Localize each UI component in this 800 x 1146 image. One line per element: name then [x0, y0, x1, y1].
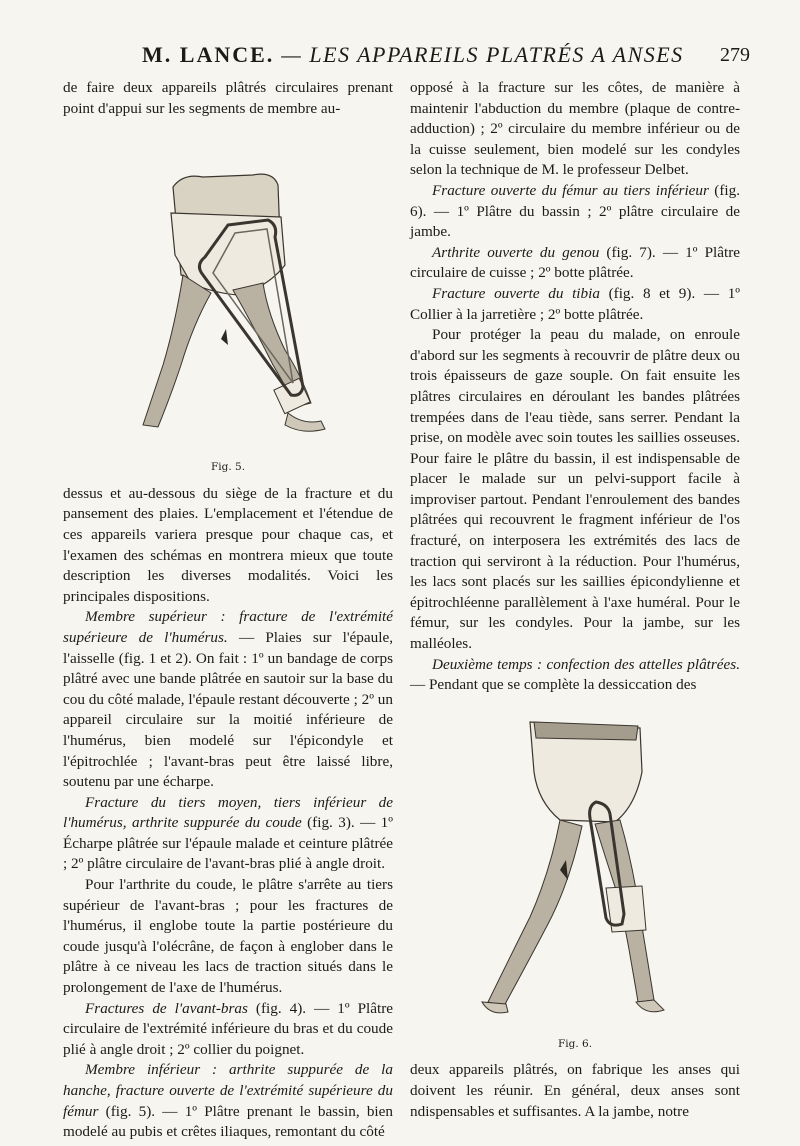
section-heading: Fractures de l'avant-bras — [85, 999, 248, 1017]
paragraph-text: (fig. 5). — 1º Plâtre prenant le bassin, bien modelé au pubis et crêtes iliaques, remontant du côté — [63, 1102, 393, 1141]
section-heading: Deuxième temps : confection des attelles plâtrées. — [432, 655, 740, 673]
paragraph: opposé à la fracture sur les côtes, de manière à maintenir l'abduction du membre (plaque de contre-adduction) ; 2º circulaire du membre inférieur ou de la cuisse seulement, bien modelé sur les condyles selon la technique de M. le professeur Delbet. — [410, 79, 740, 179]
section-heading: Membre inférieur : arthrite suppurée de la hanche, fracture ouverte de l'extrémité supérieure du fémur — [63, 1061, 393, 1120]
section-heading: Arthrite ouverte du genou — [432, 243, 600, 261]
paragraph — [63, 793, 393, 875]
figure-5 — [63, 125, 393, 478]
paragraph: Pour l'arthrite du coude, le plâtre s'arrête au tiers supérieur de l'avant-bras ; pour les fractures de l'humérus, il englobe toute la partie postérieure du coude jusqu'à l'olécrâne, de façon à englober dans le plâtre à ce niveau les lacs de traction situés dans le prolongement de l'axe de l'humérus. — [63, 876, 393, 997]
figure-6-illustration — [410, 702, 740, 1032]
section-heading: Fracture du tiers moyen, tiers inférieur de l'humérus, arthrite suppurée du coude — [63, 793, 393, 832]
paragraph — [410, 655, 740, 696]
paragraph-text: (fig. 8 et 9). — 1º Collier à la jarretière ; 2º botte plâtrée. — [410, 284, 741, 323]
title-dash: — — [274, 42, 310, 67]
author-name: M. LANCE. — [142, 42, 275, 67]
right-column — [410, 78, 740, 1122]
paragraph-text: — Pendant que se complète la dessiccation des — [410, 676, 697, 694]
page-number: 279 — [720, 44, 750, 66]
paragraph-text: (fig. 3). — 1º Écharpe plâtrée sur l'épaule malade et ceinture plâtrée ; 2º plâtre circulaire de l'avant-bras plié à angle droit. — [63, 814, 393, 873]
paragraph-text: — Plaies sur l'épaule, l'aisselle (fig. 1 et 2). On fait : 1º un bandage de corps plâtré avec une bande plâtrée en sautoir sur la base du cou du côté malade, l'épaule restant découverte ; 2º un appareil circulaire sur la moitié inférieure de l'humérus, bien modelé sur l'épicondyle et l'épitrochlée ; l'avant-bras peut être laissé libre, soutenu par une écharpe. — [63, 628, 393, 791]
paragraph — [63, 999, 393, 1061]
paragraph: deux appareils plâtrés, on fabrique les anses qui doivent les réunir. En général, deux anses sont ndispensables et suffisantes. A la jambe, notre — [410, 1061, 740, 1120]
running-header — [60, 42, 750, 72]
section-heading: Fracture ouverte du fémur au tiers inférieur — [432, 181, 709, 199]
section-heading: Fracture ouverte du tibia — [432, 284, 600, 302]
figure-5-illustration — [63, 125, 393, 455]
left-column — [63, 78, 393, 1143]
paragraph-text: (fig. 4). — 1º Plâtre circulaire de l'extrémité inférieure du bras et du coude plié à angle droit ; 2º collier du poignet. — [63, 999, 393, 1058]
paragraph — [410, 181, 740, 243]
paragraph-text: (fig. 7). — 1º Plâtre circulaire de cuisse ; 2º botte plâtrée. — [410, 243, 741, 282]
paragraph: de faire deux appareils plâtrés circulaires prenant point d'appui sur les segments de membre au- — [63, 79, 393, 117]
figure-6 — [410, 702, 740, 1055]
paragraph: dessus et au-dessous du siège de la fracture et du pansement des plaies. L'emplacement et l'étendue de ces appareils variera presque pour chaque cas, et l'examen des schémas en montrera mieux que toute description les diverses modalités. Voici les principales dispositions. — [63, 484, 393, 605]
figure-6-caption: Fig. 6. — [557, 1037, 593, 1050]
paragraph-text: (fig. 6). — 1º Plâtre du bassin ; 2º plâtre circulaire de jambe. — [410, 181, 740, 241]
paragraph — [410, 243, 740, 284]
paragraph — [410, 284, 740, 325]
figure-5-caption: Fig. 5. — [210, 461, 246, 474]
section-heading: Membre supérieur : fracture de l'extrémité supérieure de l'humérus. — [63, 608, 393, 646]
paragraph: Pour protéger la peau du malade, on enroule d'abord sur les segments à recouvrir de plâtre deux ou trois épaisseurs de gaze souple. On fait ensuite les plâtres circulaires en déroulant les bandes plâtrées trempées dans de l'eau tiède, sans serrer. Pendant la prise, on modèle avec soin toutes les saillies osseuses. Pour faire le plâtre du bassin, il est indispensable de placer le malade sur un pelvi-support facile à improviser partout. Pendant l'enroulement des bandes plâtrées qui recouvrent le fragment inférieur de l'os fracturé, on interposera les extrémités des lacs de traction qui serviront à la réduction. Pour l'humérus, les lacs sont placés sur les saillies épicondylienne et épitrochléenne parallèlement à l'axe huméral. Pour le fémur, sur les condyles. Pour la jambe, sur les malléoles. — [410, 326, 740, 653]
running-title — [142, 42, 684, 68]
paragraph — [63, 1060, 393, 1142]
article-title: LES APPAREILS PLATRÉS A ANSES — [309, 42, 684, 67]
paragraph — [63, 607, 393, 792]
